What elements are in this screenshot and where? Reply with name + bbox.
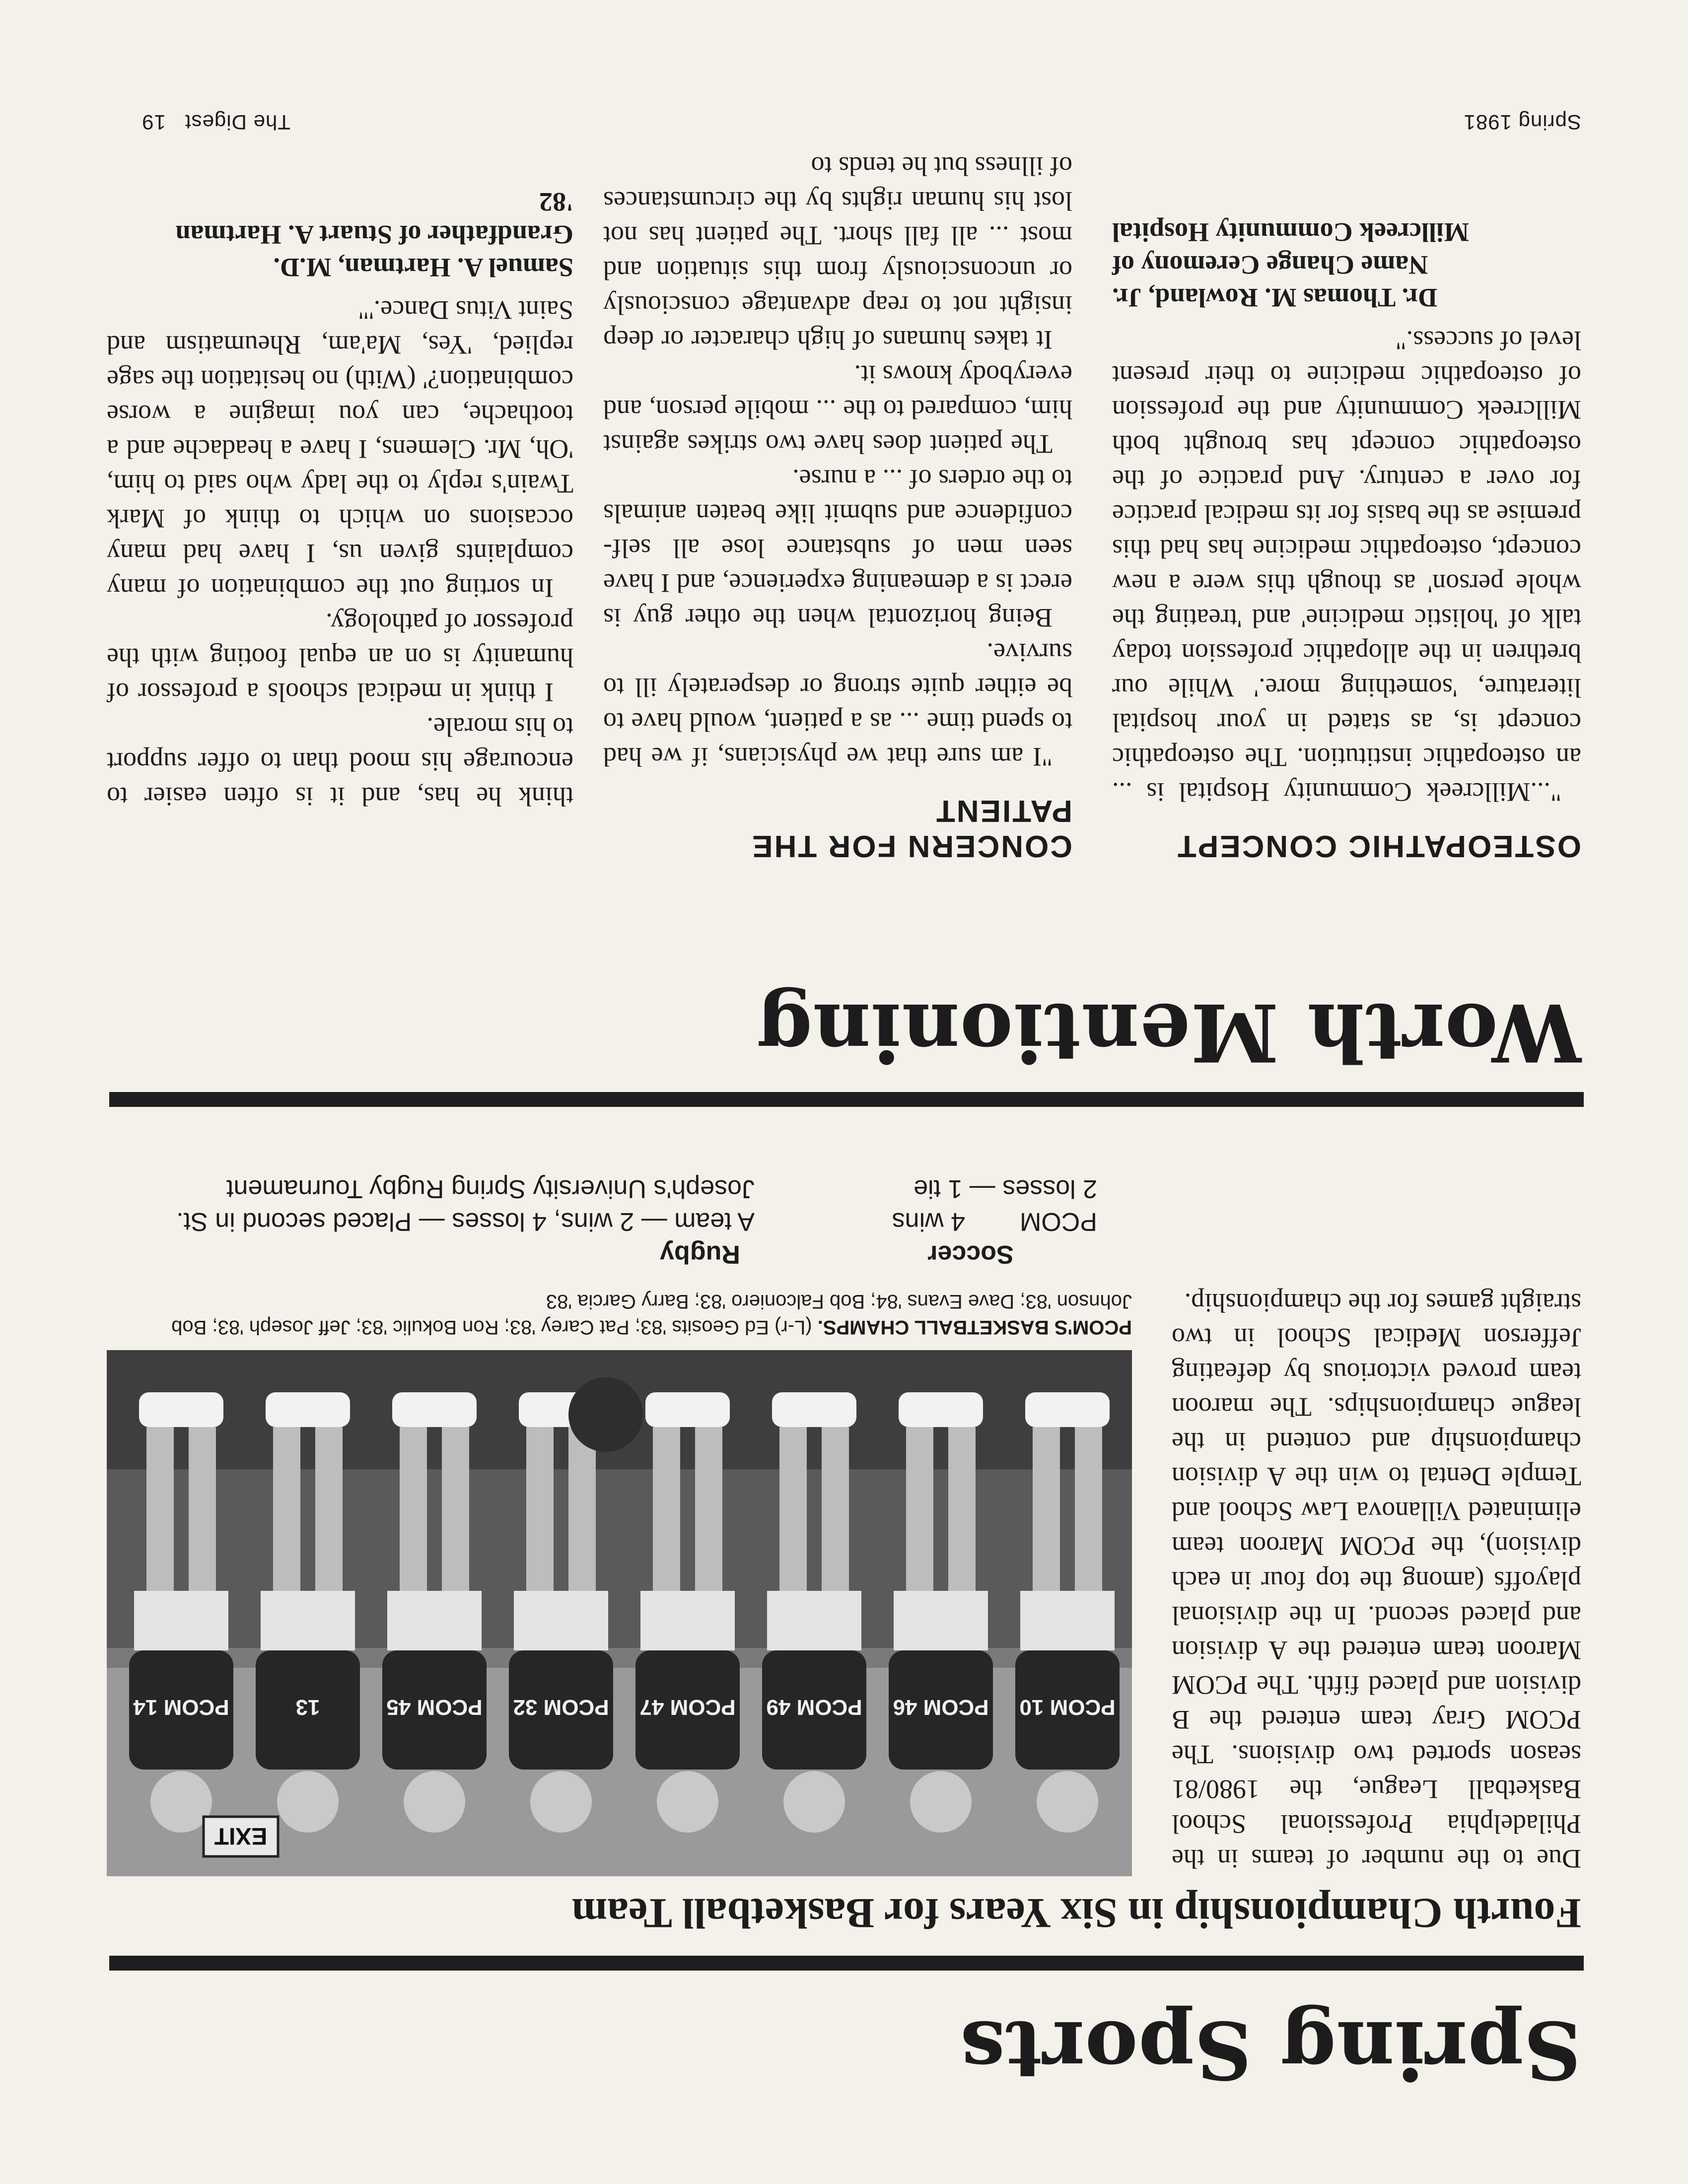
section-rule (109, 1956, 1584, 1971)
jersey-label: PCOM 47 (639, 1695, 736, 1719)
patient-paragraph: The patient does have two strikes against him, compared to the ... mobile person, and everybody knows it. (603, 360, 1072, 459)
rugby-results (107, 1172, 755, 1271)
section-rule-2 (109, 1092, 1584, 1107)
exit-sign-text: EXIT (214, 1823, 268, 1849)
jersey-label: PCOM 45 (386, 1695, 483, 1719)
basketball-article-text: Due to the number of teams in the Philadelphia Professional School Basketball League, the 1980/81 season sported two divisions. The PCOM Gray team entered the B division and placed fifth. The PCOM Maroon team entered the A division and placed second. In the divisional playoffs (among the top four in each division), the PCOM Maroon team eliminated Villanova Law School and Temple Dental to win the A division championship and contend in the league championships. The maroon team proved victorious by defeating Jefferson Medical School in two straight games for the championship. (1172, 1288, 1581, 1874)
headline-basketball: Fourth Championship in Six Years for Basketball Team (571, 1890, 1581, 1937)
patient-paragraph: Being horizontal when the other guy is erect is a demeaning experience, and I have seen men of substance lose all self-confidence and submit like beaten animals to the orders of ... a nurse. (603, 464, 1072, 633)
footer-page-number: The Digest 19 (141, 111, 290, 134)
caption-title: PCOM'S BASKETBALL CHAMPS. (817, 1316, 1132, 1338)
signature-name: Samuel A. Hartman, M.D. (273, 253, 573, 282)
signature-hartman (107, 186, 573, 284)
rugby-heading: Rugby (660, 1240, 740, 1269)
soccer-wins: 4 wins (892, 1207, 965, 1236)
signature-line: Name Change Ceremony of (1112, 250, 1428, 280)
patient-paragraph: It takes humans of high character or deep insight not to reap advantage consciously or unconsciously from this situation and most ... all fall short. The patient has not lost his human rights by the circumstances of illness but he tends to (603, 151, 1072, 355)
osteopathic-body (1112, 323, 1581, 810)
hartman-paragraph: I think in medical schools a professor of humanity is on an equal footing with the professor of pathology. (107, 608, 573, 707)
osteopathic-text: "...Millcreek Community Hospital is ... an osteopathic institution. The osteopathic concept is, as stated in your hospital literature, 'something more.' While our brethren in the allopathic profession today talk of 'holistic medicine' and 'treating the whole person' as though this were a new concept, osteopathic medicine has had this premise as the basis for its medical practice for over a century. And practice of the osteopathic concept has brought both Millcreek Community and the profession of osteopathic medicine to their present level of success." (1112, 326, 1581, 807)
jersey-label: 13 (295, 1695, 320, 1719)
soccer-heading: Soccer (927, 1240, 1014, 1269)
signature-line: '82 (539, 187, 573, 217)
rugby-text: A team — 2 wins, 4 losses — Placed second in St. Joseph's University Spring Rugby Tournament (176, 1174, 755, 1236)
jersey-label: PCOM 32 (513, 1695, 609, 1719)
signature-line: Grandfather of Stuart A. Hartman (175, 220, 573, 250)
hartman-body (107, 293, 573, 814)
basketball-article (1172, 1286, 1581, 1876)
photo-caption (107, 1289, 1132, 1340)
section-title-worth-mentioning: Worth Mentioning (756, 986, 1581, 1079)
column-osteopathic (1112, 216, 1581, 864)
soccer-results (809, 1172, 1132, 1271)
footer-date: Spring 1981 (1463, 111, 1581, 134)
soccer-team: PCOM (1020, 1207, 1097, 1236)
patient-paragraph: "I am sure that we physicians, if we had to spend time ... as a patient, would have to be either quite strong or desperately ill to survive. (603, 638, 1072, 772)
subhead-osteopathic-concept: OSTEOPATHIC CONCEPT (1176, 829, 1581, 863)
hartman-paragraph: In sorting out the combination of many complaints given us, I have had many occasions on which to think of Mark Twain's reply to the lady who said to him, 'Oh, Mr. Clemens, I have a headache and a toothache, can you imagine a worse combination?' (With) no hesitation the sage replied, 'Yes, Ma'am, Rheumatism and Saint Vitus Dance.'" (107, 295, 573, 603)
jersey-label: PCOM 46 (893, 1695, 989, 1719)
hartman-paragraph: think he has, and it is often easier to encourage his mood than to offer support to his morale. (107, 712, 573, 812)
team-photo (107, 1350, 1132, 1876)
soccer-losses: 2 losses — 1 tie (914, 1174, 1097, 1203)
jersey-label: PCOM 14 (133, 1695, 229, 1719)
caption-names: (L-r) Ed Geosits '83; Pat Carey '83; Ron Bokulic '83; Jeff Joseph '83; Bob Johnson '83; Dave Evans '84; Bob Falconiero '83; Barry Garcia '83 (171, 1291, 1132, 1338)
subhead-concern-for-patient: CONCERN FOR THE PATIENT (751, 794, 1072, 863)
signature-line: Millcreek Community Hospital (1112, 217, 1469, 247)
column-patient (603, 149, 1072, 864)
section-title-spring-sports: Spring Sports (960, 2003, 1581, 2097)
signature-name: Dr. Thomas M. Rowland, Jr. (1112, 283, 1438, 313)
patient-body (603, 149, 1072, 774)
jersey-label: PCOM 10 (1019, 1695, 1116, 1719)
jersey-label: PCOM 49 (766, 1695, 862, 1719)
signature-rowland (1112, 216, 1581, 314)
column-hartman (107, 186, 573, 814)
